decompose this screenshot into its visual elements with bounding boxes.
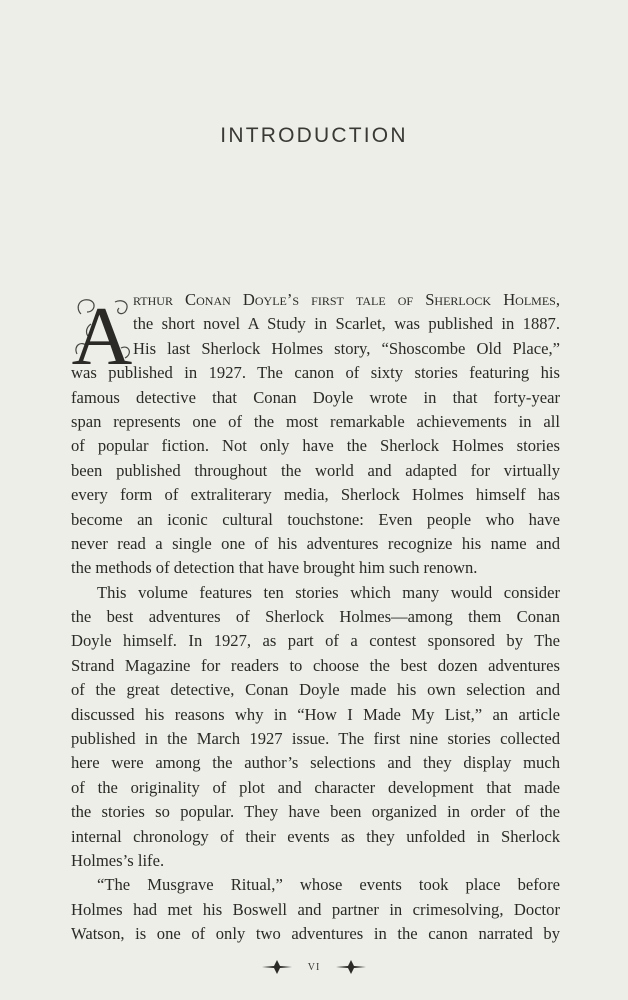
paragraph-2-line: of the originality of plot and character development that made (71, 777, 560, 797)
paragraph-1-line: His last Sherlock Holmes story, “Shoscombe Old Place,” (133, 338, 560, 358)
paragraph-2-line: internal chronology of their events as they unfolded in Sherlock (71, 826, 560, 846)
paragraph-1-line: every form of extraliterary media, Sherlock Holmes himself has (71, 485, 560, 505)
paragraph-2-line: This volume features ten stories which many would consider (97, 582, 560, 602)
paragraph-1-line: been published throughout the world and adapted for virtually (71, 460, 560, 480)
paragraph-3-line: Watson, is one of only two adventures in the canon narrated by (71, 924, 560, 944)
paragraph-1-line: rthur Conan Doyle’s first tale of Sherlock Holmes, (133, 290, 560, 309)
left-ornament-icon (262, 960, 292, 974)
paragraph-3-line: Holmes had met his Boswell and partner in crimesolving, Doctor (71, 899, 560, 919)
drop-cap-letter: A (71, 294, 133, 372)
paragraph-2-line: Holmes’s life. (71, 850, 165, 870)
paragraph-1-line: was published in 1927. The canon of sixty stories featuring his (71, 363, 560, 383)
paragraph-2-line: the best adventures of Sherlock Holmes—among them Conan (71, 607, 560, 627)
paragraph-1-line: the methods of detection that have brought him such renown. (71, 558, 478, 578)
page-footer (0, 955, 628, 979)
paragraph-2-line: published in the March 1927 issue. The first nine stories collected (71, 729, 560, 749)
chapter-heading: INTRODUCTION (220, 124, 408, 147)
paragraph-2-line: the stories so popular. They have been organized in order of the (71, 802, 560, 822)
paragraph-1-line: span represents one of the most remarkable achievements in all (71, 411, 560, 431)
body-text (71, 288, 560, 947)
paragraph-2-line: here were among the author’s selections and they display much (71, 753, 560, 773)
right-ornament-icon (336, 960, 366, 974)
paragraph-3-line: “The Musgrave Ritual,” whose events took place before (97, 875, 560, 895)
paragraph-2-line: discussed his reasons why in “How I Made My List,” an article (71, 704, 560, 724)
paragraph-2-line: of the great detective, Conan Doyle made his own selection and (71, 680, 560, 700)
paragraph-2-line: Strand Magazine for readers to choose the best dozen adventures (71, 655, 560, 675)
paragraph-1-line: the short novel A Study in Scarlet, was published in 1887. (133, 314, 560, 334)
paragraph-1-line: become an iconic cultural touchstone: Even people who have (71, 509, 560, 529)
paragraph-1-line: of popular fiction. Not only have the Sherlock Holmes stories (71, 436, 560, 456)
paragraph-1-line: famous detective that Conan Doyle wrote in that forty-year (71, 387, 560, 407)
page-number: VI (307, 961, 321, 973)
paragraph-2-line: Doyle himself. In 1927, as part of a contest sponsored by The (71, 631, 560, 651)
paragraph-1-line: never read a single one of his adventures recognize his name and (71, 533, 560, 553)
